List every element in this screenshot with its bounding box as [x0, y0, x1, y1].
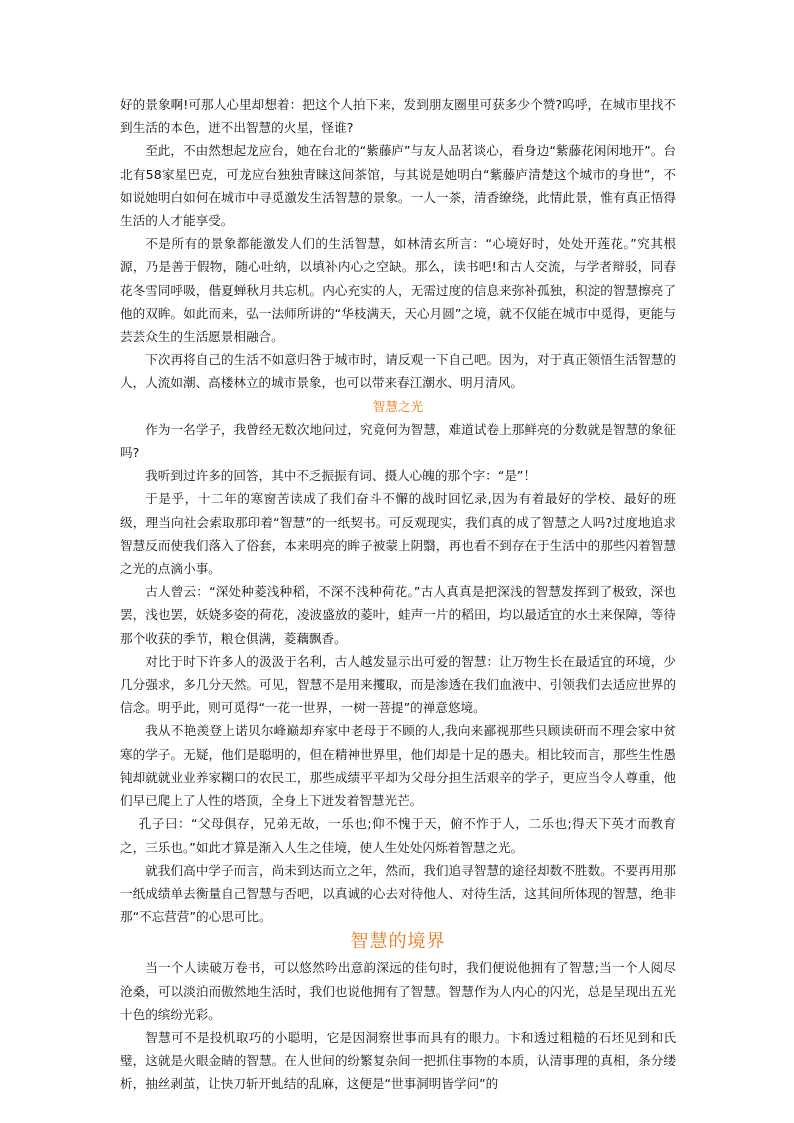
paragraph: 于是乎，十二年的寒窗苦读成了我们奋斗不懈的战时回忆录,因为有着最好的学校、最好的班级，理当向社会索取那印着“智慧”的一纸契书。可反观现实，我们真的成了智慧之人吗?过度地追求智慧反而使我们落入了俗套，本来明亮的眸子被蒙上阴翳，再也看不到存在于生活中的那些闪着智慧之光的点滴小事。 — [120, 491, 676, 577]
paragraph: 下次再将自己的生活不如意归咎于城市时，请反观一下自己吧。因为，对于真正领悟生活智慧的人，人流如潮、高楼林立的城市景象，也可以带来春江潮水、明月清风。 — [120, 352, 676, 391]
paragraph: 智慧可不是投机取巧的小聪明，它是因洞察世事而具有的眼力。卞和透过粗糙的石坯见到和氏璧，这就是火眼金睛的智慧。在人世间的纷繁复杂间一把抓住事物的本质，认清事理的真相，条分缕析，抽丝剥茧，让快刀斩开虬结的乱麻，这便是“世事洞明皆学问”的 — [120, 1029, 676, 1092]
paragraph: 作为一名学子，我曾经无数次地问过，究竟何为智慧，难道试卷上那鲜亮的分数就是智慧的象征吗? — [120, 421, 676, 461]
paragraph: 当一个人读破万卷书，可以悠然吟出意韵深远的佳句时，我们便说他拥有了智慧;当一个人阅尽沧桑，可以淡泊而傲然地生活时，我们也说他拥有了智慧。智慧作为人内心的闪光，总是呈现出五光十色的缤纷光彩。 — [120, 960, 676, 1022]
section-heading: 智慧之光 — [372, 398, 424, 414]
paragraph: 好的景象啊!可那人心里却想着：把这个人拍下来，发到朋友圈里可获多少个赞?呜呼，在城市里找不到生活的本色，迸不出智慧的火星，怪谁? — [120, 97, 676, 136]
paragraph: 孔子曰：“父母俱存，兄弟无故，一乐也;仰不愧于天，俯不怍于人，二乐也;得天下英才而教育之，三乐也。”如此才算是渐入人生之佳境，使人生处处闪烁着智慧之光。 — [120, 816, 676, 855]
document-page — [120, 93, 676, 1096]
paragraph: 我听到过许多的回答，其中不乏振振有词、摄人心魄的那个字：“是”！ — [145, 468, 537, 484]
paragraph: 不是所有的景象都能激发人们的生活智慧，如林清玄所言：“心境好时，处处开莲花。”究其根源，乃是善于假物，随心吐纳，以填补内心之空缺。那么，读书吧!和古人交流，与学者辩驳，同春花冬雪同呼吸，偕夏蝉秋月共忘机。内心充实的人，无需过度的信息来弥补孤独，积淀的智慧擦亮了他的双眸。如此而来，弘一法师所讲的“华枝满天，天心月圆”之境，就不仅能在城市中觅得，更能与芸芸众生的生活愿景相融合。 — [120, 236, 676, 345]
paragraph: 至此，不由然想起龙应台，她在台北的“紫藤庐”与友人品茗谈心，看身边“紫藤花闲闲地开”。台北有58家星巴克，可龙应台独独青睐这间茶馆，与其说是她明白“紫藤庐清楚这个城市的身世”，不如说她明白如何在城市中寻觅激发生活智慧的景象。一人一茶，清香缭绕，此情此景，惟有真正悟得生活的人才能享受。 — [120, 143, 676, 229]
paragraph: 对比于时下许多人的汲汲于名利，古人越发显示出可爱的智慧：让万物生长在最适宜的环境，少几分强求，多几分天然。可见，智慧不是用来攫取，而是渗透在我们血液中、引领我们去适应世界的信念。明乎此，则可觅得“一花一世界，一树一菩提”的禅意悠境。 — [120, 653, 676, 716]
paragraph: 我从不艳羡登上诺贝尔峰巅却弃家中老母于不顾的人,我向来鄙视那些只顾读研而不理会家中贫寒的学子。无疑，他们是聪明的，但在精神世界里，他们却是十足的愚夫。相比较而言，那些生性愚钝却就就业业养家糊口的农民工，那些成绩平平却为父母分担生活艰辛的学子，更应当令人尊重，他们早已爬上了人性的塔顶，全身上下迸发着智慧光芒。 — [120, 723, 676, 809]
article-title: 智慧的境界 — [350, 931, 446, 953]
paragraph: 古人曾云：“深处种菱浅种稻，不深不浅种荷花。”古人真真是把深浅的智慧发挥到了极致，深也罢，浅也罢，妖娆多姿的荷花，凌波盛放的菱叶，蛙声一片的稻田，均以最适宜的水土来保障，等待那个收获的季节，粮仓俱满，菱藕飘香。 — [120, 584, 676, 646]
paragraph: 就我们高中学子而言，尚未到达而立之年，然而，我们追寻智慧的途径却数不胜数。不要再用那一纸成绩单去衡量自己智慧与否吧，以真诚的心去对待他人、对待生活，这其间所体现的智慧，绝非那“不忘营营”的心思可比。 — [120, 862, 676, 925]
